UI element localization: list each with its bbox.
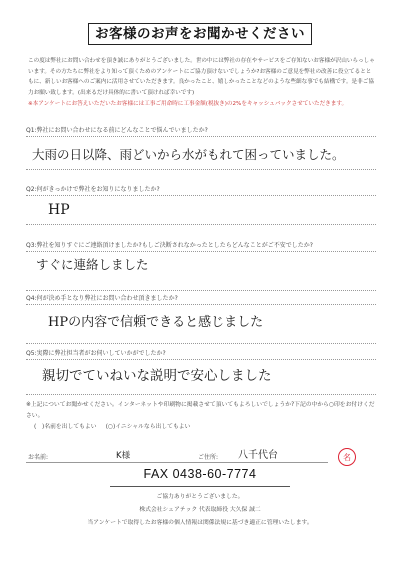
footer-privacy: 当アンケートで取得したお客様の個人情報は関係法規に基づき適正に管理いたします。 (87, 520, 313, 526)
answer-5-text: 親切でていねいな説明で安心しました (42, 368, 272, 384)
question-2-label: Q2:何がきっかけで弊社をお知りになりましたか? (26, 186, 160, 193)
option-initial: イニシャルなら出してもよい (115, 424, 191, 430)
page-title: お客様のお声をお聞かせください (88, 23, 312, 45)
answer-4-box[interactable] (26, 304, 376, 344)
question-5-label: Q5:実際に弊社担当者がお伺いしていかがでしたか? (26, 350, 166, 357)
answer-3-box[interactable] (26, 251, 376, 291)
address-label: ご住所: (198, 454, 219, 461)
option-full-name: 名前を出してもよい (44, 424, 97, 430)
name-value[interactable]: K様 (116, 451, 131, 461)
fax-number: FAX 0438-60-7774 (110, 467, 290, 487)
cashback-note: ※本アンケートにお答えいただいたお客様には工事ご用命時に工事金額(税抜き)の2%をキャッシュバックさせていただきます。 (28, 100, 348, 107)
answer-1-box[interactable] (26, 136, 376, 170)
consent-options (26, 422, 376, 433)
question-1-label: Q1:弊社にお問い合わせになる前にどんなことで悩んでいましたか? (26, 127, 208, 134)
answer-4-text: HPの内容で信頼できると感じました (48, 315, 264, 330)
answer-1-text: 大雨の日以降、雨どいから水がもれて困っていました。 (32, 147, 345, 162)
name-address-row (26, 446, 328, 463)
address-value[interactable]: 八千代台 (238, 450, 278, 461)
footer-thanks: ご協力ありがとうございました。 (156, 494, 244, 500)
intro-paragraph: この度は弊社にお問い合わせを頂き誠にありがとうございました。世の中には弊社の存在やサービスをご存知ないお客様が沢山いらっしゃいます。その方たちに弊社をより知って頂くためのアンケートにご協力頂けないでしょうか?お客様のご意見を弊社の改善に役立てるとともに、新しいお客様へのご案内に活用させていただきます。良かったこと、嬉しかったことなどのような些細な事でも結構です。是非ご協力お願い致します。(出来るだけ具体的に書いて頂ければ幸いです) (28, 58, 375, 97)
name-label: お名前: (28, 454, 49, 461)
answer-2-box[interactable] (26, 195, 376, 225)
option-initial-mark[interactable]: (○) (105, 424, 116, 430)
consent-question: ※上記についてお聞かせください。インターネットや印刷物に掲載させて頂いてもよろしいでしょうか?下記の中から○印をお付けください。 (26, 402, 375, 419)
question-3-label: Q3:弊社を知りすぐにご連絡頂けましたか?もしご決断されなかったとしたらどんなことがご不安でしたか? (26, 242, 313, 249)
publish-consent (26, 400, 376, 433)
answer-5-box[interactable] (26, 359, 376, 395)
seal-stamp: 名 (338, 448, 356, 466)
answer-2-text: HP (48, 202, 70, 218)
question-4-label: Q4:何が決め手となり弊社にお問い合わせ頂きましたか? (26, 295, 178, 302)
answer-3-text: すぐに連絡しました (36, 257, 149, 272)
footer-company: 株式会社シェアテック 代表取締役 大久保 誠二 (139, 507, 261, 513)
intro-text (28, 56, 376, 110)
option-full-name-mark[interactable]: ( ) (34, 424, 45, 430)
